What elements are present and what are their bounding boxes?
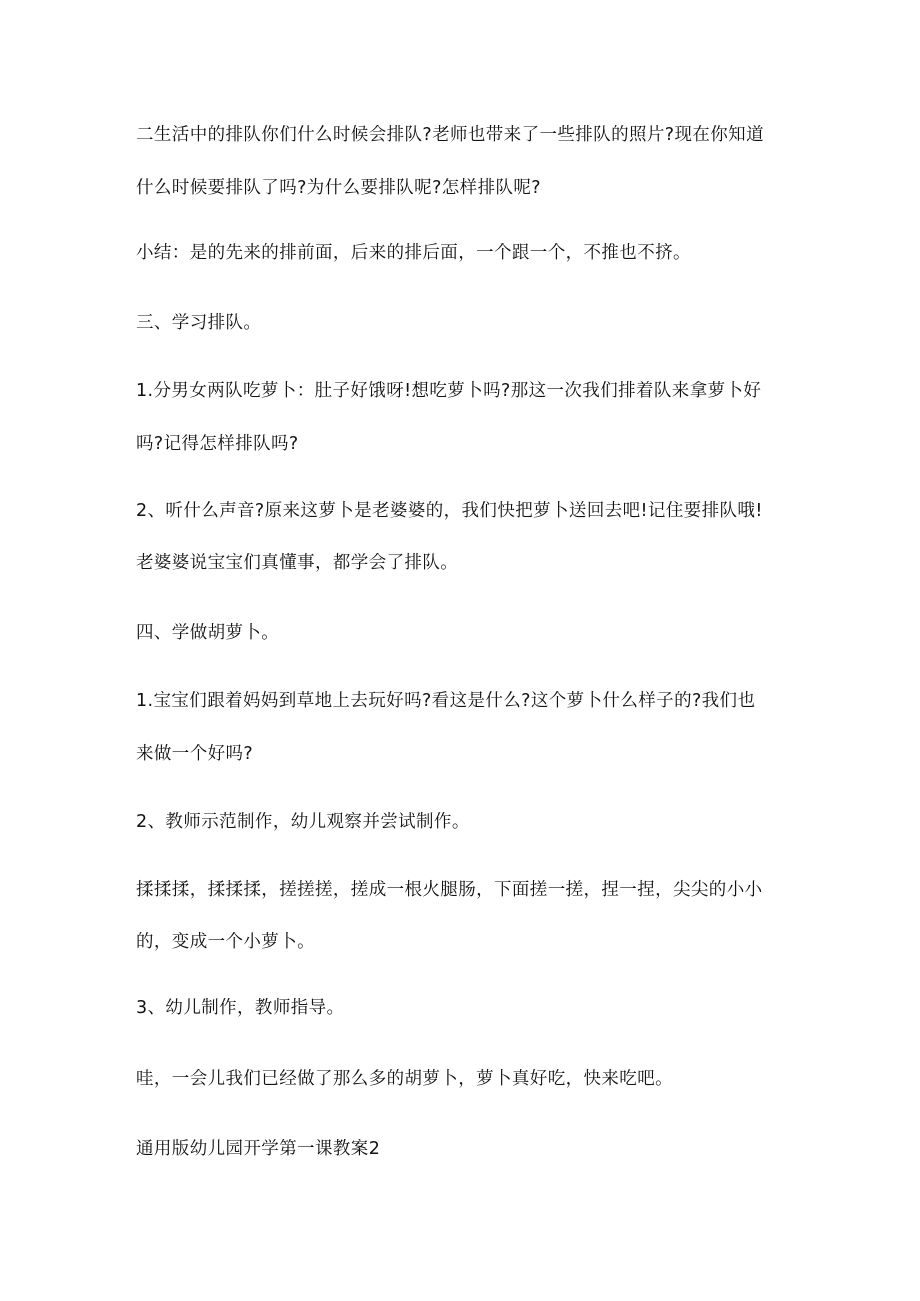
paragraph-line: 3、幼儿制作，教师指导。 bbox=[136, 998, 345, 1018]
paragraph-line: 老婆婆说宝宝们真懂事，都学会了排队。 bbox=[136, 553, 459, 573]
paragraph-line: 2、教师示范制作，幼儿观察并尝试制作。 bbox=[136, 812, 470, 832]
document-title: 通用版幼儿园开学第一课教案2 bbox=[136, 1139, 381, 1159]
section-heading: 三、学习排队。 bbox=[136, 313, 262, 333]
paragraph-line: 什么时候要排队了吗?为什么要排队呢?怎样排队呢? bbox=[136, 178, 541, 198]
paragraph-line: 2、听什么声音?原来这萝卜是老婆婆的，我们快把萝卜送回去吧!记住要排队哦! bbox=[136, 501, 763, 521]
paragraph-line: 1.分男女两队吃萝卜：肚子好饿呀!想吃萝卜吗?那这一次我们排着队来拿萝卜好 bbox=[136, 381, 762, 401]
paragraph-line: 吗?记得怎样排队吗? bbox=[136, 434, 299, 454]
paragraph-line: 揉揉揉，揉揉揉，搓搓搓，搓成一根火腿肠，下面搓一搓，捏一捏，尖尖的小小 bbox=[136, 880, 763, 900]
paragraph-line: 的，变成一个小萝卜。 bbox=[136, 932, 315, 952]
section-heading: 四、学做胡萝卜。 bbox=[136, 623, 280, 643]
summary-line: 小结：是的先来的排前面，后来的排后面，一个跟一个，不推也不挤。 bbox=[136, 243, 691, 263]
paragraph-line: 哇，一会儿我们已经做了那么多的胡萝卜，萝卜真好吃，快来吃吧。 bbox=[136, 1069, 673, 1089]
paragraph-line: 1.宝宝们跟着妈妈到草地上去玩好吗?看这是什么?这个萝卜什么样子的?我们也 bbox=[136, 691, 756, 711]
paragraph-line: 来做一个好吗? bbox=[136, 744, 254, 764]
paragraph-line: 二生活中的排队你们什么时候会排队?老师也带来了一些排队的照片?现在你知道 bbox=[136, 125, 764, 145]
